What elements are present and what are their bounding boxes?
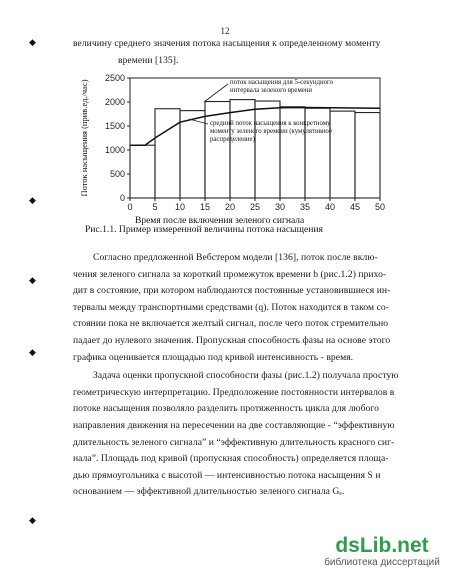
x-tick-label: 35 (299, 202, 311, 212)
margin-bullet-mark: ◆ (29, 275, 36, 285)
body-text-line: стоянии пока не включается желтый сигнал, после чего поток стремительно (73, 318, 389, 330)
bar-annotation-text: интервала зеленого времени (230, 87, 313, 94)
y-axis-label: Поток насыщения (прив.ед./час) (79, 79, 89, 197)
bar (230, 100, 255, 198)
body-text-line: тервалы между транспортными средствами (q). Поток находится в таком со- (73, 301, 389, 313)
x-tick-label: 0 (127, 202, 133, 212)
x-tick-label: 10 (174, 202, 186, 212)
y-tick-label: 1500 (104, 121, 125, 131)
x-tick-label: 45 (349, 202, 361, 212)
body-text-line: падает до нулевого значения. Пропускная способность фазы на основе этого (73, 335, 391, 346)
body-text-line: длительность зеленого сигнала” и “эффективную длительность красного сиг- (73, 436, 395, 448)
body-text-line: направления движения на пересечении на две составляющие - “эффективную (73, 420, 395, 431)
body-text-line: Согласно предложенной Вебстером модели [136], поток после вклю- (93, 252, 378, 263)
x-tick-label: 5 (152, 202, 158, 212)
margin-bullet-mark: ◆ (29, 347, 36, 357)
margin-bullet-mark: ◆ (29, 37, 36, 47)
bar-annotation-pointer (204, 84, 228, 102)
top-text-line: величину среднего значения потока насыщения к определенному моменту (73, 38, 381, 49)
body-text-line: основанием — эффективной длительностью зеленого сигнала Gₑ. (73, 486, 345, 498)
dslib-watermark (322, 535, 442, 568)
x-tick-label: 25 (249, 202, 261, 212)
body-text-line: Задача оценки пропускной способности фазы (рис.1.2) получала простую (93, 370, 399, 382)
x-tick-label: 20 (224, 202, 236, 212)
line-annotation-text: средний поток насыщения к конкретному (210, 120, 331, 127)
body-text-line: геометрическую интерпретацию. Предположение постоянности интервалов в (73, 386, 395, 398)
margin-bullet-mark: ◆ (29, 515, 36, 525)
y-tick-label: 500 (109, 169, 125, 179)
bar (130, 145, 155, 198)
dslib-logo: dsLib.net (335, 534, 429, 557)
y-tick-label: 2500 (104, 73, 125, 83)
x-tick-label: 50 (374, 202, 386, 212)
figure-caption: Рис.1.1. Пример измеренной величины потока насыщения (85, 224, 323, 235)
body-text-line: потоке насыщения позволяло разделить протяженность цикла для любого (73, 403, 380, 415)
body-text-line: дит в состояние, при котором наблюдаются постоянные установившиеся ин- (73, 285, 391, 297)
top-text-line: времени [135]. (118, 55, 179, 66)
body-text-line: графика оценивается площадью под кривой интенсивность - время. (73, 351, 354, 363)
body-text-line: дью прямоугольника с высотой — интенсивностью потока насыщения S и (73, 469, 381, 481)
line-annotation-text: распределение) (210, 136, 255, 143)
page-number: 12 (220, 26, 230, 36)
dslib-subtitle: библиотека диссертаций (324, 557, 440, 568)
y-tick-label: 0 (119, 193, 125, 203)
y-tick-label: 1000 (104, 145, 125, 155)
y-tick-label: 2000 (104, 97, 125, 107)
margin-bullet-mark: ◆ (29, 195, 36, 205)
x-tick-label: 30 (274, 202, 286, 212)
bar (255, 101, 280, 198)
body-text-line: чения зеленого сигнала за короткий промежуток времени b (рис.1.2) прихо- (73, 268, 387, 280)
body-text-line: нала”. Площадь под кривой (пропускная способность) определяется площа- (73, 453, 389, 465)
bar-annotation-text: поток насыщения для 5-секундного (230, 79, 334, 86)
x-tick-label: 15 (199, 202, 211, 212)
saturation-flow-chart (60, 70, 390, 226)
bar (330, 111, 355, 198)
x-axis-label: Время после включения зеленого сигнала (135, 216, 305, 226)
bar (155, 109, 180, 198)
bar (180, 111, 205, 198)
bar (355, 113, 380, 198)
line-annotation-text: моменту зеленого времени (кумулятивное (210, 128, 332, 135)
x-tick-label: 40 (324, 202, 336, 212)
